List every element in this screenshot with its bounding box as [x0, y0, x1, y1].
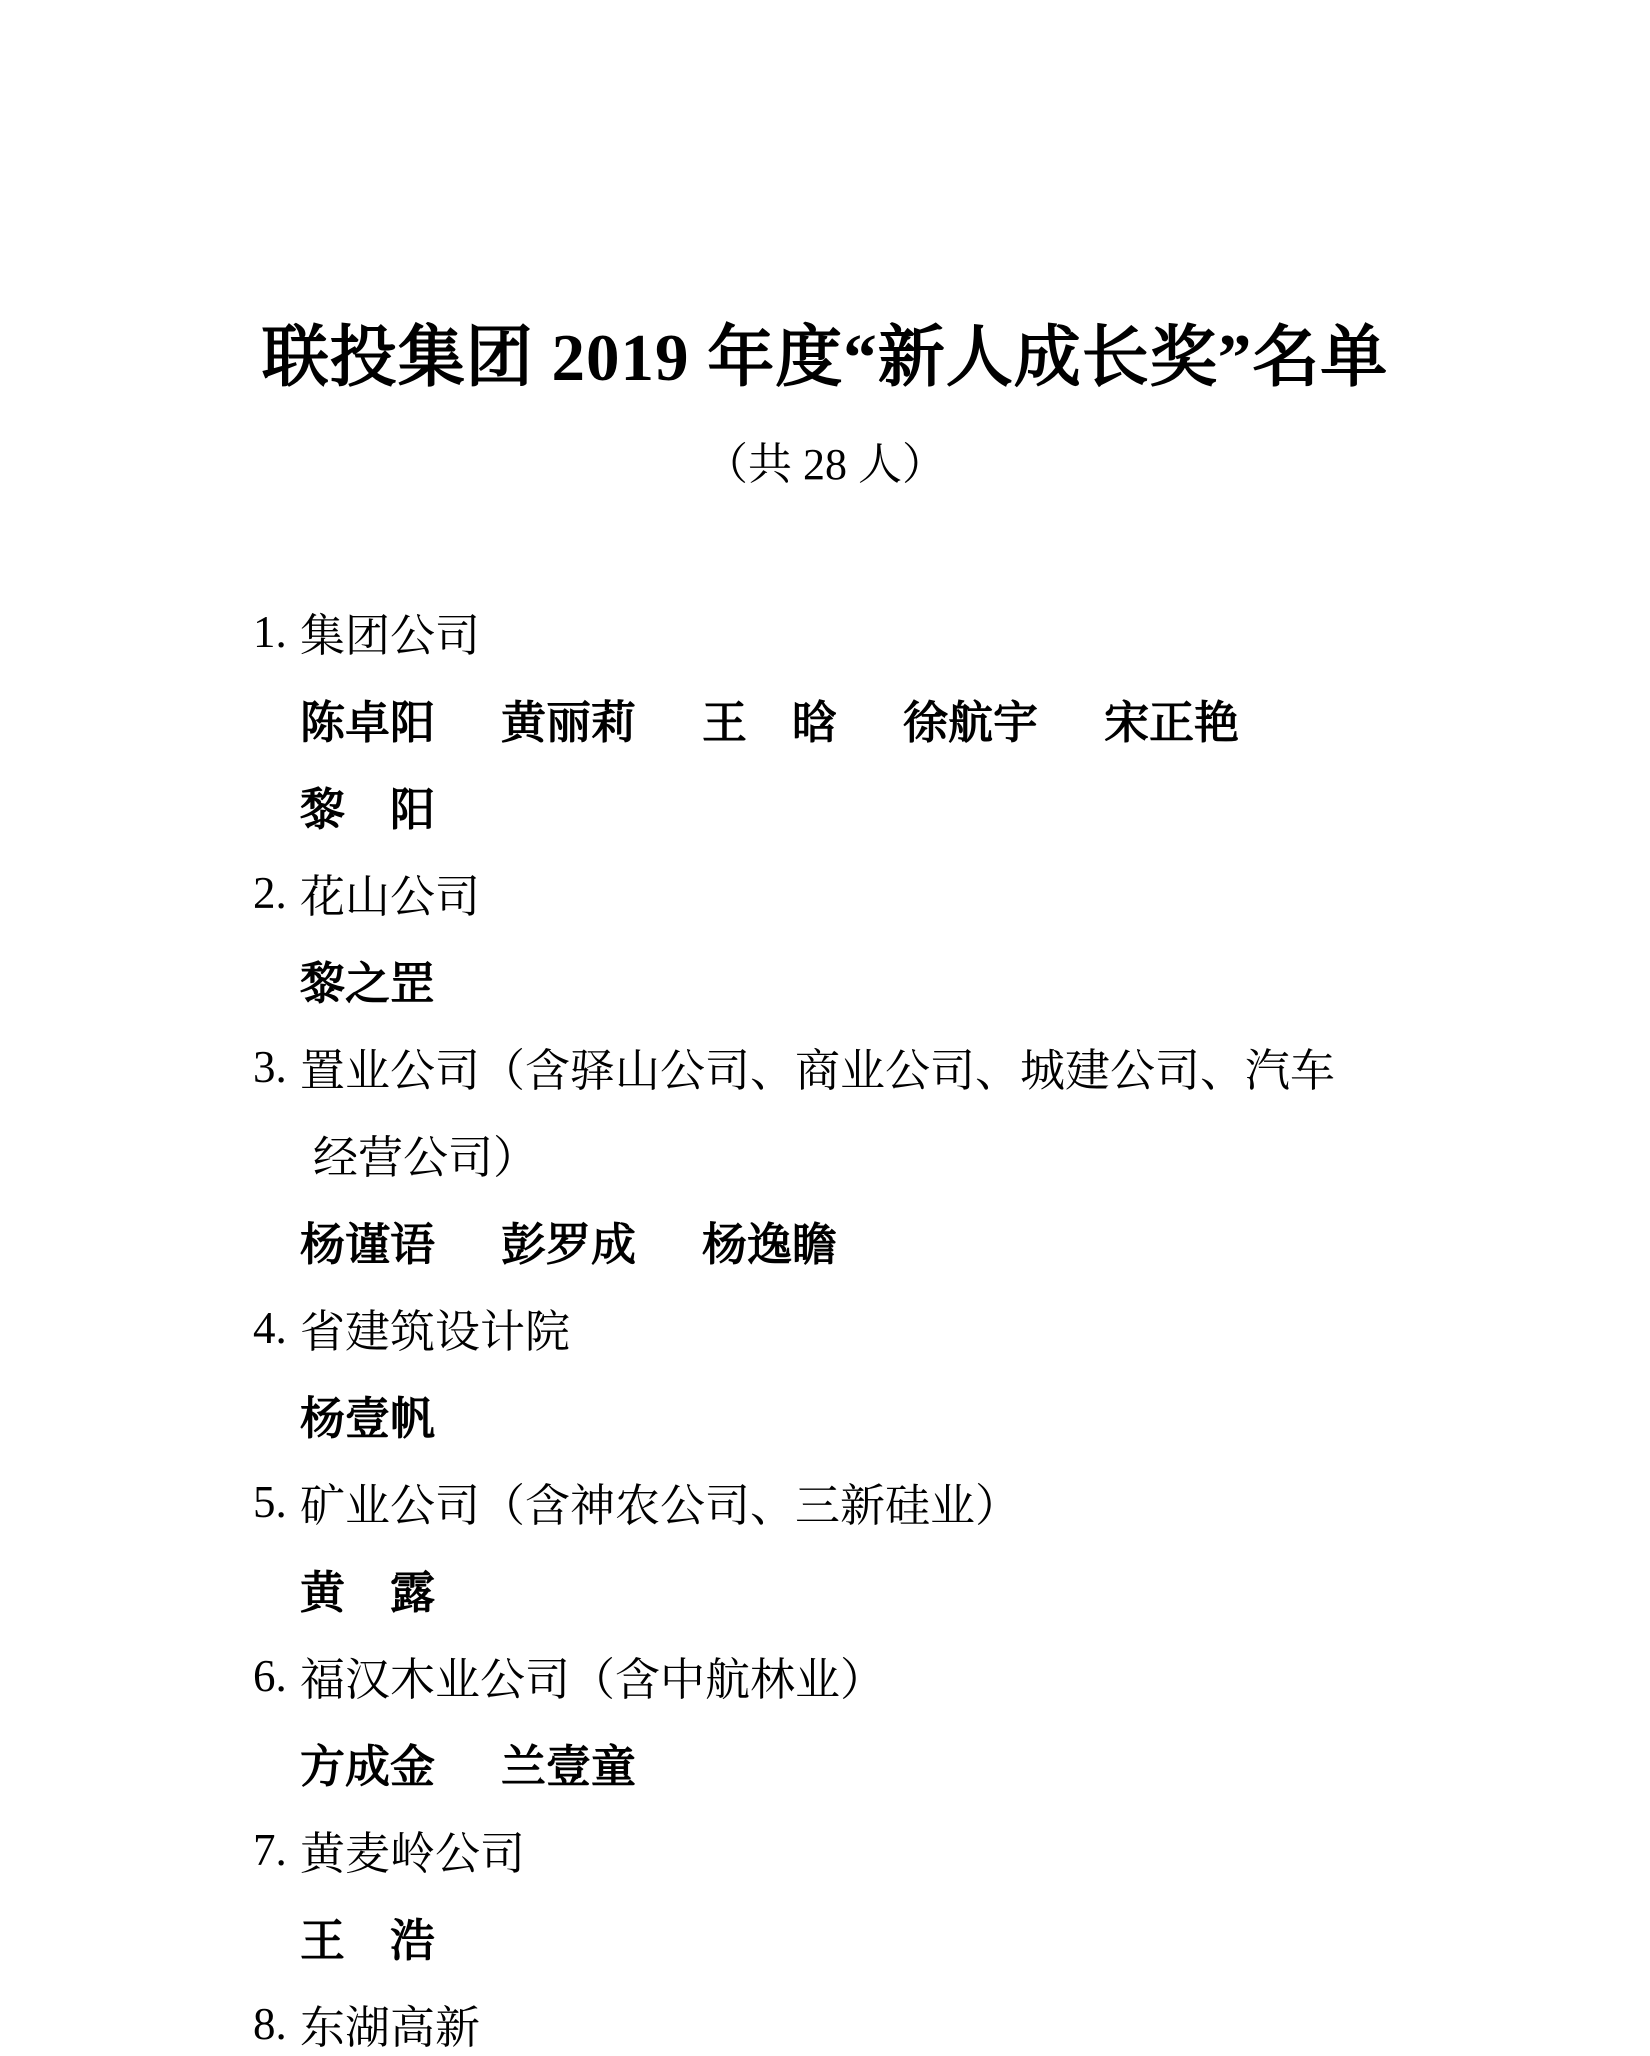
section-7-heading — [0, 1806, 1650, 1893]
company-name: 省建筑设计院 — [300, 1307, 571, 1357]
name-row — [0, 1545, 1650, 1632]
person-name: 杨逸瞻 — [702, 1220, 838, 1270]
section-8-heading — [0, 1980, 1650, 2056]
person-name: 彭罗成 — [501, 1220, 637, 1270]
person-name: 黄丽莉 — [501, 698, 637, 748]
company-name: 花山公司 — [300, 872, 481, 922]
item-number: 2. — [253, 867, 287, 918]
person-name: 黎 阳 — [300, 785, 436, 835]
person-name: 王 浩 — [300, 1916, 436, 1966]
item-number: 6. — [253, 1650, 287, 1701]
section-3-heading — [0, 1023, 1650, 1110]
document-subtitle: （共 28 人） — [704, 440, 946, 489]
person-name: 兰壹童 — [501, 1742, 637, 1792]
person-name: 黄 露 — [300, 1568, 436, 1618]
person-name: 杨谨语 — [300, 1220, 436, 1270]
award-list — [0, 588, 1650, 2056]
item-number: 5. — [253, 1476, 287, 1527]
item-number: 8. — [253, 1998, 287, 2049]
name-row — [0, 1893, 1650, 1980]
name-row — [0, 1197, 1650, 1284]
document-title: 联投集团 2019 年度“新人成长奖”名单 — [261, 321, 1389, 395]
person-name: 黎之罡 — [300, 959, 436, 1009]
person-name: 陈卓阳 — [300, 698, 436, 748]
name-row — [0, 1371, 1650, 1458]
person-name: 方成金 — [300, 1742, 436, 1792]
person-name: 徐航宇 — [903, 698, 1039, 748]
name-row — [0, 1719, 1650, 1806]
section-2-heading — [0, 849, 1650, 936]
section-4-heading — [0, 1284, 1650, 1371]
company-name: 黄麦岭公司 — [300, 1829, 526, 1879]
company-name: 福汉木业公司（含中航林业） — [300, 1655, 886, 1705]
person-name: 王 晗 — [702, 698, 838, 748]
section-1-heading — [0, 588, 1650, 675]
item-number: 7. — [253, 1824, 287, 1875]
person-name: 宋正艳 — [1104, 698, 1240, 748]
company-name-continuation — [0, 1110, 1650, 1197]
item-number: 4. — [253, 1302, 287, 1353]
company-name: 东湖高新 — [300, 2003, 481, 2053]
name-row — [0, 675, 1650, 762]
company-name: 矿业公司（含神农公司、三新硅业） — [300, 1481, 1021, 1531]
item-number: 3. — [253, 1041, 287, 1092]
company-name: 置业公司（含驿山公司、商业公司、城建公司、汽车 — [300, 1046, 1336, 1096]
name-row — [0, 762, 1650, 849]
item-number: 1. — [253, 606, 287, 657]
name-row — [0, 936, 1650, 1023]
company-name-continuation-text: 经营公司） — [313, 1133, 539, 1183]
person-name: 杨壹帆 — [300, 1394, 436, 1444]
section-5-heading — [0, 1458, 1650, 1545]
section-6-heading — [0, 1632, 1650, 1719]
company-name: 集团公司 — [300, 611, 481, 661]
